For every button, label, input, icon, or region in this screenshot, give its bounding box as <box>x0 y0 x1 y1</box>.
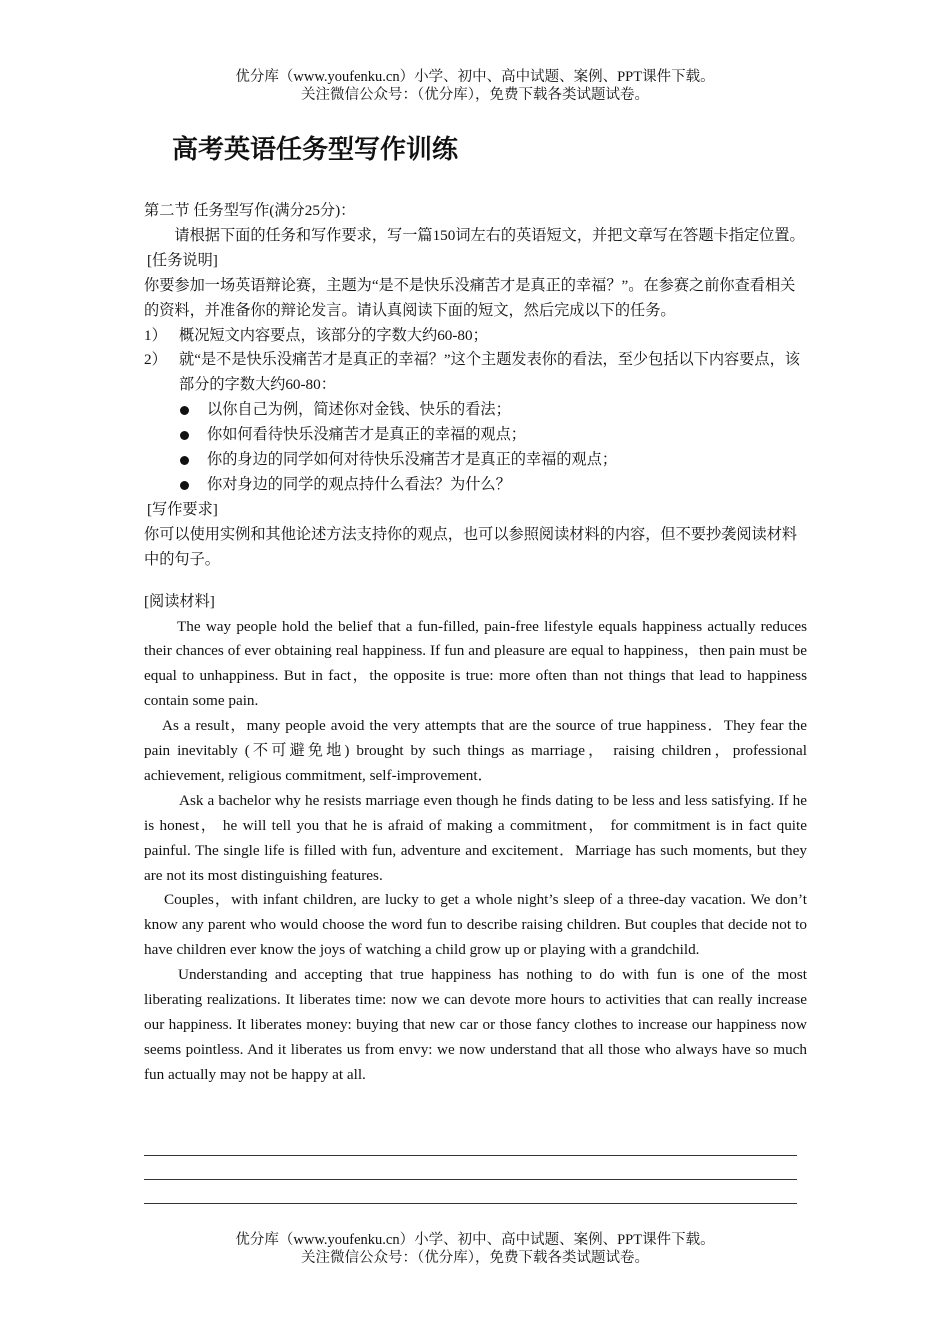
bullet-item: 你的身边的同学如何对待快乐没痛苦才是真正的幸福的观点； <box>144 448 807 473</box>
reading-paragraph: Understanding and accepting that true happiness has nothing to do with fun is one of the most liberating realizations. It liberates time: now we can devote more hours to activities that can really increase our happiness. It liberates money: buying that new car or those fancy clothes to increase our happiness now seems pointless. And it liberates us from envy: we now understand that all those who always have so much fun actually may not be happy at all. <box>144 966 807 1083</box>
reading-paragraph: Couples，with infant children, are lucky to get a whole night’s sleep of a three-day vacation. We don’t know any parent who would choose the word fun to describe raising children. But couples that decide not to have children ever know the joys of watching a child grow up or playing with a grandchild. <box>144 891 807 959</box>
task-intro: 你要参加一场英语辩论赛，主题为“是不是快乐没痛苦才是真正的幸福？”。在参赛之前你查看相关的资料，并准备你的辩论发言。请认真阅读下面的短文，然后完成以下的任务。 <box>144 276 796 319</box>
reading-passage <box>144 615 807 1088</box>
requirements-label: [写作要求] <box>147 500 218 518</box>
spacer <box>144 573 807 590</box>
document-title: 高考英语任务型写作训练 <box>172 135 459 165</box>
section-heading: 第二节 任务型写作(满分25分)： <box>144 202 356 219</box>
document-body <box>144 199 807 1088</box>
footer-line-1: 优分库（www.youfenku.cn）小学、初中、高中试题、案例、PPT课件下载。 <box>235 1232 715 1248</box>
reading-label: [阅读材料] <box>144 592 215 610</box>
answer-line <box>144 1190 797 1214</box>
answer-line <box>144 1142 797 1166</box>
reading-paragraph: Ask a bachelor why he resists marriage even though he finds dating to be less and less satisfying. If he is honest， he will tell you that he is afraid of making a commitment， for commitment is in fact quite painful. The single life is filled with fun, adventure and excitement．Marriage has such moments, but they are not its most distinguishing features. <box>144 791 807 884</box>
requirements-text: 你可以使用实例和其他论述方法支持你的观点，也可以参照阅读材料的内容，但不要抄袭阅读材料中的句子。 <box>144 525 798 568</box>
bullet-item: 你对身边的同学的观点持什么看法？为什么？ <box>144 473 807 498</box>
task-item-text: 概况短文内容要点，该部分的字数大约60-80； <box>179 326 488 344</box>
page-header <box>0 68 950 104</box>
reading-paragraph: As a result，many people avoid the very attempts that are the source of true happiness．They fear the pain inevitably (不可避免地) brought by such things as marriage， raising children，professional achievement, religious commitment, self-improvement． <box>144 717 807 784</box>
reading-paragraph: The way people hold the belief that a fun-filled, pain-free lifestyle equals happiness actually reduces their chances of ever obtaining real happiness. If fun and pleasure are equal to happiness，then pain must be equal to unhappiness. But in fact，the opposite is true: more often than not things that lead to happiness contain some pain. <box>144 617 807 710</box>
page-footer <box>0 1231 950 1267</box>
task-item-number: 1） <box>144 326 167 344</box>
task-item-number: 2） <box>144 351 167 369</box>
task-bullet-list <box>144 398 807 498</box>
footer-line-2: 关注微信公众号：（优分库），免费下载各类试题试卷。 <box>301 1250 649 1266</box>
answer-lines <box>144 1142 797 1214</box>
bullet-item: 你如何看待快乐没痛苦才是真正的幸福的观点； <box>144 423 807 448</box>
bullet-item: 以你自己为例，简述你对金钱、快乐的看法； <box>144 398 807 423</box>
header-line-2: 关注微信公众号：（优分库），免费下载各类试题试卷。 <box>301 87 649 103</box>
answer-line <box>144 1166 797 1190</box>
task-item <box>144 348 807 398</box>
section-instruction: 请根据下面的任务和写作要求，写一篇150词左右的英语短文，并把文章写在答题卡指定位置。 <box>174 226 805 244</box>
task-item-text: 就“是不是快乐没痛苦才是真正的幸福？”这个主题发表你的看法，至少包括以下内容要点，该部分的字数大约60-80： <box>179 351 800 394</box>
task-item <box>144 324 807 349</box>
task-label: [任务说明] <box>147 251 218 269</box>
header-line-1: 优分库（www.youfenku.cn）小学、初中、高中试题、案例、PPT课件下载。 <box>235 69 715 85</box>
